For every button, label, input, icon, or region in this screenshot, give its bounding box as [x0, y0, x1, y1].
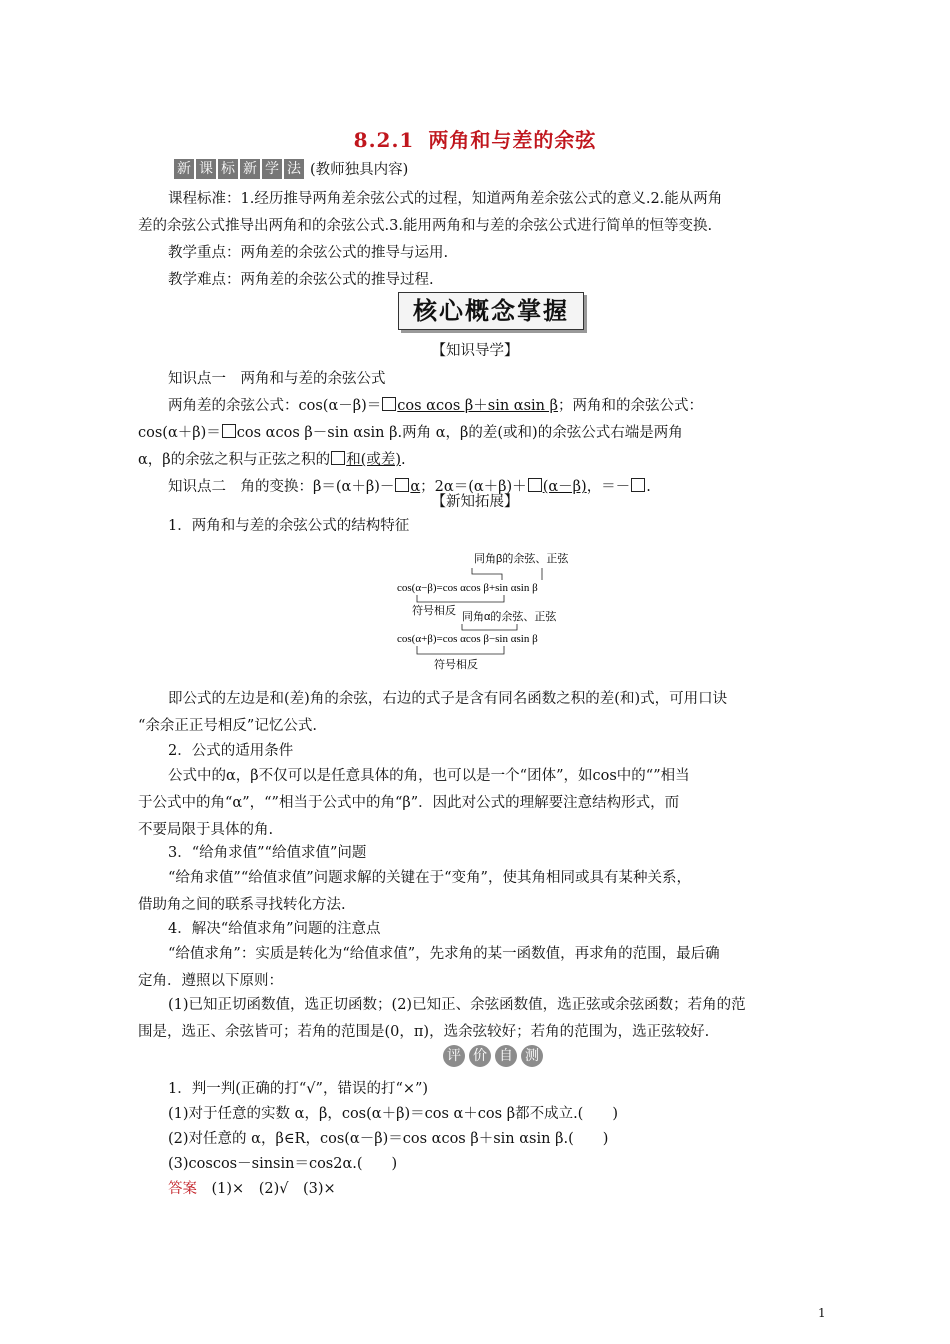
text: ；2α＝(α＋β)＋ — [420, 479, 527, 495]
section-banner: 核心概念掌握 — [398, 292, 584, 330]
page-number: 1 — [818, 1306, 826, 1320]
title-number: 8.2.1 — [353, 128, 415, 152]
text: cos αcos β－sin αsin β.两角 α，β的差(或和)的余弦公式右端是两角 — [236, 425, 683, 441]
title-text: 两角和与差的余弦 — [428, 128, 597, 152]
bracket-line — [417, 646, 504, 654]
filled-answer: (α－β) — [542, 479, 587, 495]
knowledge-guide-heading: 【知识导学】 — [431, 343, 519, 359]
expand-3-title: 3．“给角求值”“给值求值”问题 — [168, 845, 367, 861]
answer-label: 答案 — [168, 1181, 197, 1197]
new-knowledge-heading: 【新知拓展】 — [431, 494, 519, 510]
text: . — [646, 479, 651, 495]
diagram-mid-label: 同角α的余弦、正弦 — [462, 611, 557, 623]
expand-1-p1: 即公式的左边是和(差)角的余弦，右边的式子是含有同名函数之积的差(和)式，可用口诀 — [168, 691, 728, 707]
diagram-sign2: 符号相反 — [434, 659, 478, 671]
eval-badge-char: 价 — [469, 1045, 491, 1067]
expand-1-p2: “余余正正号相反”记忆公式. — [138, 718, 317, 734]
question-1-item: (1)对于任意的实数 α，β，cos(α＋β)＝cos α＋cos β都不成立.( ) — [168, 1106, 619, 1122]
bracket-line — [462, 624, 517, 630]
expand-4-title: 4．解决“给值求角”问题的注意点 — [168, 921, 381, 937]
expand-3-p1: “给角求值”“给值求值”问题求解的关键在于“变角”，使其角相同或具有某种关系， — [168, 870, 691, 886]
filled-answer: 和(或差) — [346, 452, 402, 468]
badge-row — [174, 158, 408, 179]
text: cos(α＋β)＝ — [138, 425, 221, 441]
eval-badge-char: 自 — [495, 1045, 517, 1067]
filled-answer: cos αcos β＋sin αsin β — [397, 398, 558, 414]
expand-2-title: 2．公式的适用条件 — [168, 743, 294, 759]
expand-1-title: 1．两角和与差的余弦公式的结构特征 — [168, 518, 410, 534]
badge-char: 学 — [262, 159, 282, 179]
text: α，β的余弦之积与正弦之积的 — [138, 452, 331, 468]
eval-badge-char: 测 — [521, 1045, 543, 1067]
kp1-title: 知识点一 两角和与差的余弦公式 — [168, 371, 386, 387]
badge-char: 法 — [284, 159, 304, 179]
blank-box — [222, 424, 236, 438]
kp1-line2 — [138, 420, 818, 447]
standard-line: 差的余弦公式推导出两角和的余弦公式.3.能用两角和与差的余弦公式进行简单的恒等变换. — [138, 218, 713, 234]
answer-line — [138, 1176, 818, 1203]
curriculum-standard-cont — [138, 213, 818, 240]
blank-box — [382, 397, 396, 411]
diagram-formula1: cos(α−β)=cos αcos β+sin αsin β — [397, 582, 538, 594]
badge-char: 新 — [174, 159, 194, 179]
kp1-line3 — [138, 447, 818, 474]
text: . — [401, 452, 406, 468]
self-evaluation-badges — [443, 1045, 547, 1067]
badge-note: (教师独具内容) — [310, 162, 409, 178]
bracket-line — [417, 595, 504, 602]
filled-answer: α — [410, 479, 421, 495]
formula-structure-diagram — [392, 546, 592, 676]
expand-2-p3: 不要局限于具体的角. — [138, 822, 274, 838]
diagram-sign1: 符号相反 — [412, 605, 456, 617]
kp1-line1 — [138, 393, 818, 420]
expand-4-p4: 围是，选正、余弦皆可；若角的范围是(0，π)，选余弦较好；若角的范围为，选正弦较好. — [138, 1024, 710, 1040]
key-point: 教学重点：两角差的余弦公式的推导与运用. — [168, 245, 449, 261]
question-1-item: (2)对任意的 α，β∈R，cos(α－β)＝cos αcos β＋sin αsin β.( ) — [168, 1131, 609, 1147]
diagram-top-label: 同角β的余弦、正弦 — [474, 553, 569, 565]
expand-2-p1: 公式中的α，β不仅可以是任意具体的角，也可以是一个“团体”，如cos中的“”相当 — [168, 768, 690, 784]
standard-line: 课程标准：1.经历推导两角差余弦公式的过程，知道两角差余弦公式的意义.2.能从两角 — [168, 191, 723, 207]
eval-badge-char: 评 — [443, 1045, 465, 1067]
expand-3-p2: 借助角之间的联系寻找转化方法. — [138, 897, 346, 913]
blank-box — [331, 451, 345, 465]
text: 知识点二 角的变换：β＝(α＋β)－ — [168, 479, 395, 495]
curriculum-standard — [138, 186, 818, 213]
expand-4-p2: 定角．遵照以下原则： — [138, 973, 283, 989]
bracket-line — [472, 568, 502, 580]
badge-char: 课 — [196, 159, 216, 179]
answer-text: (1)× (2)√ (3)× — [211, 1181, 336, 1197]
text: 两角差的余弦公式：cos(α－β)＝ — [168, 398, 382, 414]
question-1-title: 1．判一判(正确的打“√”，错误的打“×”) — [168, 1081, 429, 1097]
text: ，＝－ — [586, 479, 631, 495]
text: ；两角和的余弦公式： — [558, 398, 703, 414]
expand-4-p3: (1)已知正切函数值，选正切函数；(2)已知正、余弦函数值，选正弦或余弦函数；若角的范 — [168, 997, 746, 1013]
question-1-item: (3)coscos－sinsin＝cos2α.( ) — [168, 1156, 398, 1172]
expand-4-p1: “给值求角”：实质是转化为“给值求值”，先求角的某一函数值，再求角的范围，最后确 — [168, 946, 720, 962]
diagram-formula2: cos(α+β)=cos αcos β−sin αsin β — [397, 633, 538, 645]
difficult-point: 教学难点：两角差的余弦公式的推导过程. — [168, 272, 434, 288]
expand-2-p2: 于公式中的角“α”，“”相当于公式中的角“β”．因此对公式的理解要注意结构形式，而 — [138, 795, 680, 811]
badge-char: 标 — [218, 159, 238, 179]
page-title — [0, 124, 950, 153]
badge-char: 新 — [240, 159, 260, 179]
